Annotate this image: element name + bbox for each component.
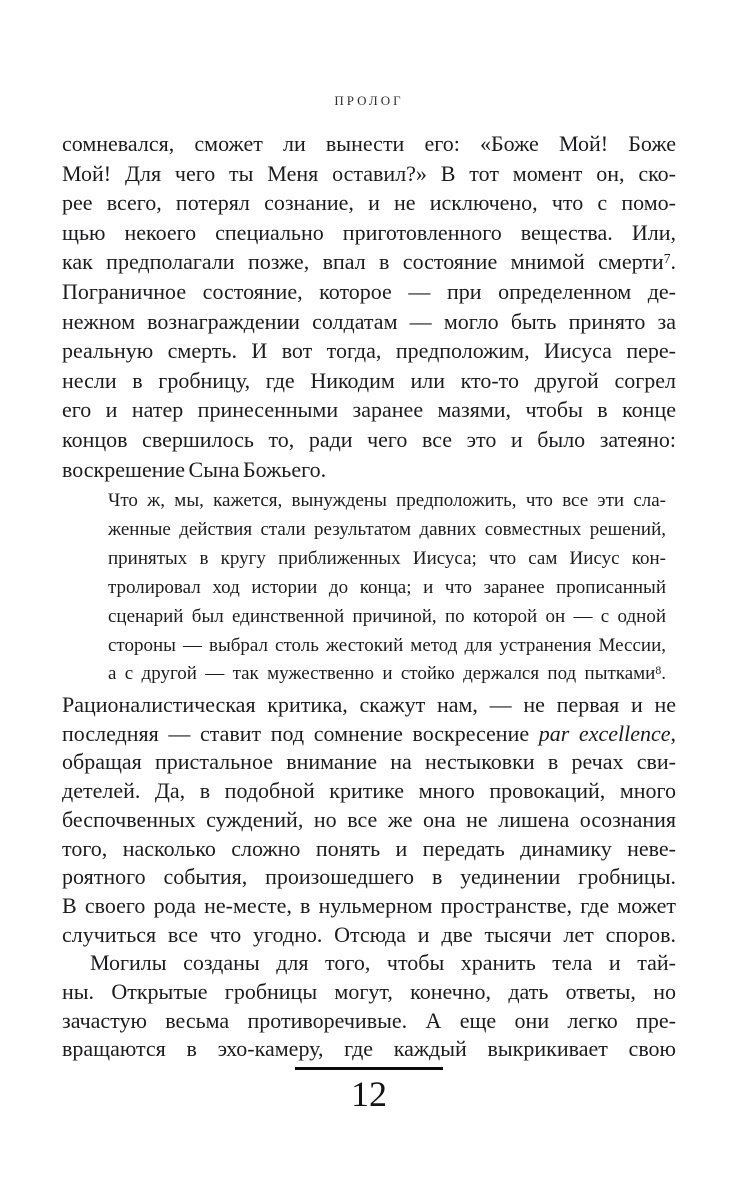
text-line: Рационалистическая критика, скажут нам, — не первая и не bbox=[62, 692, 676, 717]
text-line: случиться все что угодно. Отсюда и две тысячи лет споров. bbox=[62, 921, 676, 947]
text-line: стороны — выбрал столь жестокий метод для устранения Мессии, bbox=[108, 634, 666, 656]
text-line: сомневался, сможет ли вынести его: «Боже Мой! Боже bbox=[62, 131, 676, 156]
text-line: воскрешение Сына Божьего. bbox=[62, 456, 327, 482]
text-segment: , bbox=[670, 720, 677, 746]
block-quote bbox=[108, 487, 666, 689]
text-segment: . bbox=[670, 249, 676, 275]
text-line: вращаются в эхо-камеру, где каждый выкрикивает свою bbox=[62, 1036, 676, 1062]
text-line: ны. Открытые гробницы могут, конечно, дать ответы, но bbox=[62, 979, 676, 1005]
text-line bbox=[62, 247, 676, 277]
paragraph-2 bbox=[62, 691, 676, 949]
text-line: женные действия стали результатом давних совместных решений, bbox=[108, 518, 666, 540]
text-line: роятного события, произошедшего в уединении гробницы. bbox=[62, 864, 676, 890]
text-line: реальную смерть. И вот тогда, предположим, Иисуса пере- bbox=[62, 338, 676, 364]
text-line: В своего рода не-месте, в нульмерном пространстве, где может bbox=[62, 892, 676, 918]
text-line: беспочвенных суждений, но все же она не лишена осознания bbox=[62, 806, 676, 832]
text-line: зачастую весьма противоречивые. А еще они легко пре- bbox=[62, 1007, 676, 1033]
text-line: несли в гробницу, где Никодим или кто-то другой согрел bbox=[62, 367, 676, 393]
text-line bbox=[108, 660, 666, 689]
italic-phrase: par excellence bbox=[538, 720, 671, 746]
text-line: принятых в кругу приближенных Иисуса; что сам Иисус кон- bbox=[108, 547, 666, 569]
text-line: Мой! Для чего ты Меня оставил?» В тот момент он, ско- bbox=[62, 160, 676, 186]
text-line: его и натер принесенными заранее мазями, чтобы в конце bbox=[62, 397, 676, 423]
text-line: щью некоего специально приготовленного вещества. Или, bbox=[62, 219, 676, 245]
paragraph-3 bbox=[62, 949, 676, 1064]
text-line: обращая пристальное внимание на нестыковки в речах сви- bbox=[62, 749, 676, 775]
text-line: того, насколько сложно понять и передать динамику неве- bbox=[62, 835, 676, 861]
text-segment: как предполагали позже, впал в состояние мнимой смерти bbox=[62, 249, 664, 275]
footnote-marker-8: 8 bbox=[655, 664, 662, 678]
text-line: сценарий был единственной причиной, по которой он — с одной bbox=[108, 605, 666, 627]
body-text-lower bbox=[62, 691, 676, 1064]
paragraph-1 bbox=[62, 129, 676, 484]
text-line: детелей. Да, в подобной критике много провокаций, много bbox=[62, 778, 676, 804]
text-line: концов свершилось то, ради чего все это и было затеяно: bbox=[62, 426, 676, 452]
text-line: Что ж, мы, кажется, вынуждены предположить, что все эти сла- bbox=[108, 490, 666, 511]
running-header: ПРОЛОГ bbox=[334, 93, 404, 108]
text-line: рее всего, потерял сознание, и не исключено, что с помо- bbox=[62, 190, 676, 216]
text-line bbox=[62, 720, 676, 749]
footer-rule bbox=[295, 1067, 443, 1070]
text-line: тролировал ход истории до конца; и что заранее прописанный bbox=[108, 576, 666, 598]
text-line: Могилы созданы для того, чтобы хранить тела и тай- bbox=[90, 950, 676, 976]
text-line: нежном вознаграждении солдатам — могло быть принято за bbox=[62, 308, 676, 334]
footnote-marker-7: 7 bbox=[663, 251, 671, 267]
text-segment: . bbox=[661, 663, 666, 685]
text-line: Пограничное состояние, которое — при определенном де- bbox=[62, 278, 676, 304]
text-segment: а с другой — так мужественно и стойко держался под пытками bbox=[108, 663, 656, 685]
text-segment: последняя — ставит под сомнение воскресение bbox=[62, 720, 539, 746]
page-number: 12 bbox=[351, 1074, 387, 1114]
